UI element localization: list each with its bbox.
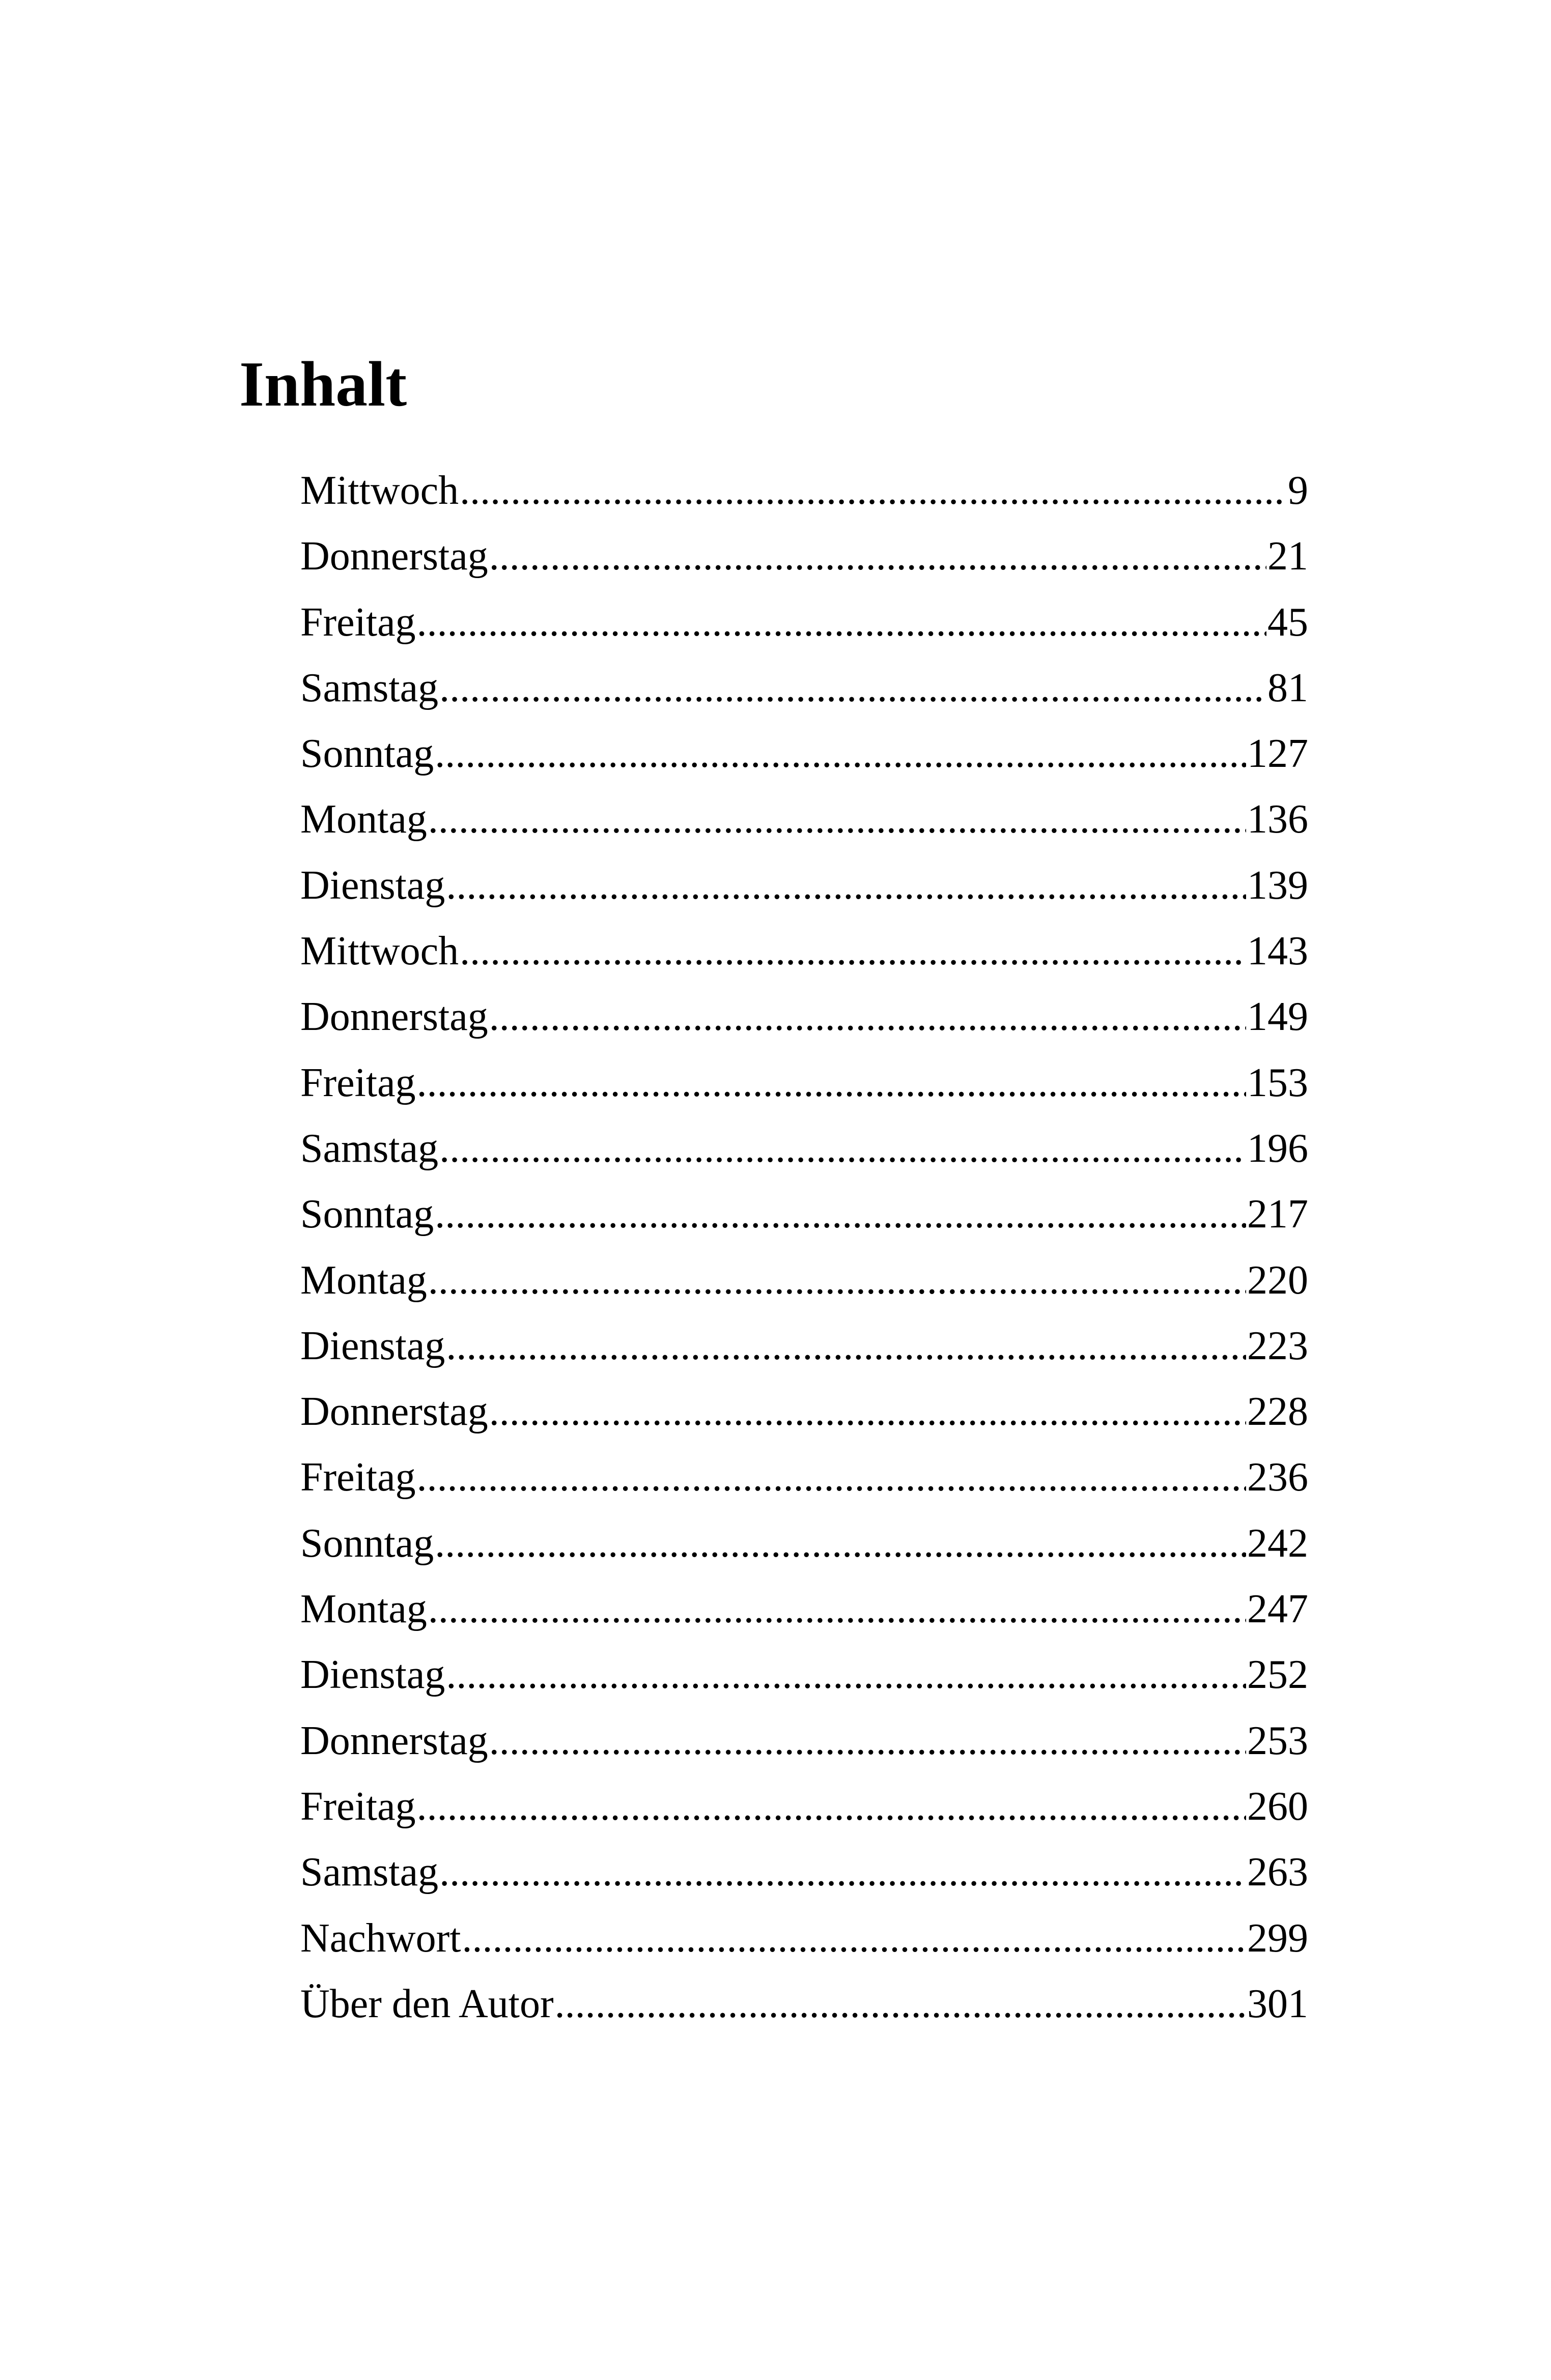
toc-entry-label: Samstag	[300, 1850, 439, 1895]
toc-entry	[300, 787, 1308, 852]
toc-dot-leader	[446, 1642, 1246, 1708]
toc-entry	[300, 1906, 1308, 1971]
toc-entry-page: 223	[1247, 1323, 1308, 1368]
toc-entry-label: Nachwort	[300, 1915, 461, 1961]
toc-entry-label: Montag	[300, 797, 427, 842]
toc-dot-leader	[428, 1248, 1246, 1313]
toc-dot-leader	[446, 853, 1246, 919]
toc-entry-page: 127	[1247, 731, 1308, 777]
toc-entry-label: Donnerstag	[300, 1718, 488, 1763]
toc-entry-label: Freitag	[300, 1784, 416, 1829]
toc-entry	[300, 853, 1308, 919]
toc-entry	[300, 458, 1308, 524]
toc-entry-page: 252	[1247, 1652, 1308, 1698]
toc-entry	[300, 590, 1308, 655]
toc-entry-label: Mittwoch	[300, 468, 459, 513]
toc-entry-label: Donnerstag	[300, 1389, 488, 1435]
toc-dot-leader	[446, 1313, 1246, 1379]
toc-entry-page: 260	[1247, 1784, 1308, 1829]
toc-entry-page: 263	[1247, 1850, 1308, 1895]
toc-entry	[300, 1971, 1308, 2037]
toc-entry	[300, 1445, 1308, 1510]
toc-entry	[300, 1050, 1308, 1116]
toc-dot-leader	[428, 787, 1246, 852]
toc-dot-leader	[435, 1511, 1246, 1576]
toc-entry-page: 228	[1247, 1389, 1308, 1435]
toc-entry-label: Donnerstag	[300, 534, 488, 579]
toc-entry	[300, 1182, 1308, 1247]
toc-entry	[300, 1576, 1308, 1642]
toc-dot-leader	[439, 1840, 1246, 1905]
toc-dot-leader	[460, 919, 1246, 984]
toc-entry-page: 9	[1288, 468, 1308, 513]
toc-entry	[300, 1774, 1308, 1840]
toc-dot-leader	[489, 1708, 1246, 1774]
toc-dot-leader	[555, 1971, 1246, 2037]
toc-entry	[300, 919, 1308, 984]
toc-title: Inhalt	[239, 349, 407, 420]
toc-entry-page: 299	[1247, 1915, 1308, 1961]
toc-dot-leader	[417, 1774, 1246, 1840]
toc-entry-label: Mittwoch	[300, 929, 459, 974]
toc-entry-label: Freitag	[300, 599, 416, 645]
toc-entry	[300, 524, 1308, 589]
toc-entry-label: Sonntag	[300, 731, 434, 777]
table-of-contents	[300, 458, 1308, 2037]
toc-entry	[300, 1313, 1308, 1379]
toc-dot-leader	[439, 1116, 1246, 1182]
toc-dot-leader	[417, 1445, 1246, 1510]
toc-entry-label: Sonntag	[300, 1521, 434, 1566]
toc-entry	[300, 1642, 1308, 1708]
toc-entry-page: 143	[1247, 929, 1308, 974]
toc-entry-page: 139	[1247, 863, 1308, 908]
toc-entry-page: 220	[1247, 1257, 1308, 1303]
toc-entry-page: 153	[1247, 1060, 1308, 1105]
toc-entry-label: Dienstag	[300, 863, 445, 908]
toc-entry-label: Montag	[300, 1257, 427, 1303]
toc-entry	[300, 655, 1308, 721]
toc-entry	[300, 1708, 1308, 1774]
toc-entry-page: 247	[1247, 1587, 1308, 1632]
toc-entry	[300, 1840, 1308, 1905]
toc-dot-leader	[460, 458, 1287, 524]
toc-entry-page: 45	[1267, 599, 1308, 645]
toc-entry-page: 81	[1267, 665, 1308, 710]
toc-dot-leader	[462, 1906, 1246, 1971]
toc-entry-label: Samstag	[300, 1126, 439, 1171]
toc-entry	[300, 1116, 1308, 1182]
toc-entry-label: Dienstag	[300, 1323, 445, 1368]
toc-dot-leader	[435, 1182, 1246, 1247]
toc-entry-page: 21	[1267, 534, 1308, 579]
toc-entry	[300, 1248, 1308, 1313]
toc-entry-page: 196	[1247, 1126, 1308, 1171]
toc-entry	[300, 1379, 1308, 1445]
toc-entry-label: Sonntag	[300, 1192, 434, 1237]
toc-entry-page: 242	[1247, 1521, 1308, 1566]
toc-entry-page: 136	[1247, 797, 1308, 842]
toc-dot-leader	[435, 721, 1246, 787]
toc-entry-label: Dienstag	[300, 1652, 445, 1698]
toc-entry-label: Freitag	[300, 1060, 416, 1105]
toc-entry	[300, 721, 1308, 787]
toc-entry-label: Über den Autor	[300, 1981, 554, 2026]
toc-dot-leader	[417, 1050, 1246, 1116]
toc-entry-page: 217	[1247, 1192, 1308, 1237]
toc-entry-page: 236	[1247, 1455, 1308, 1500]
toc-dot-leader	[428, 1576, 1246, 1642]
toc-entry-label: Montag	[300, 1587, 427, 1632]
toc-entry	[300, 984, 1308, 1050]
toc-dot-leader	[417, 590, 1266, 655]
toc-dot-leader	[489, 984, 1246, 1050]
toc-entry-label: Donnerstag	[300, 994, 488, 1040]
toc-dot-leader	[439, 655, 1266, 721]
toc-entry-label: Freitag	[300, 1455, 416, 1500]
toc-dot-leader	[489, 1379, 1246, 1445]
toc-entry-page: 301	[1247, 1981, 1308, 2026]
toc-dot-leader	[489, 524, 1266, 589]
toc-entry-page: 149	[1247, 994, 1308, 1040]
toc-entry	[300, 1511, 1308, 1576]
toc-entry-page: 253	[1247, 1718, 1308, 1763]
toc-entry-label: Samstag	[300, 665, 439, 710]
